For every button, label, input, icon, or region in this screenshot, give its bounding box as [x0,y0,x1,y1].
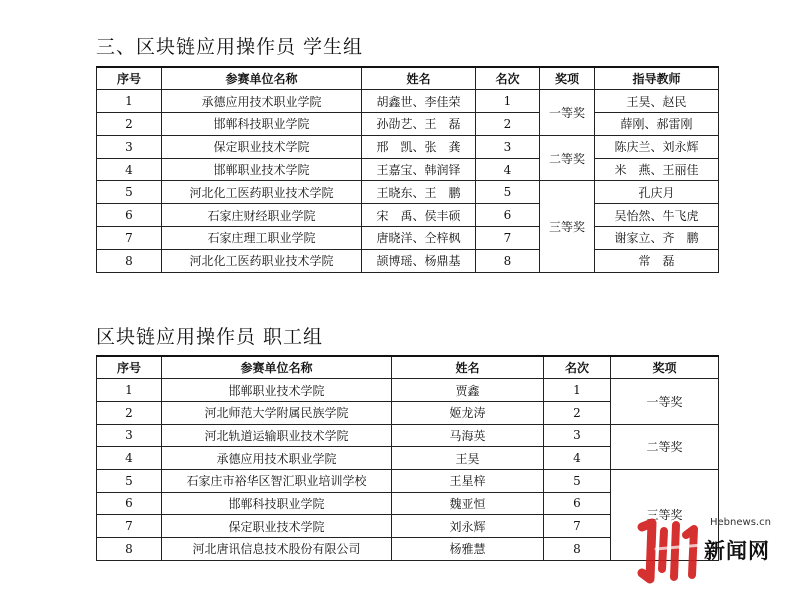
table-header-row [97,67,719,90]
header-org: 参赛单位名称 [162,67,362,90]
hebei-logo-icon [632,509,712,589]
table-row [97,135,719,158]
header-no: 序号 [97,67,162,90]
cell-name: 宋 禹、侯丰硕 [362,204,476,227]
watermark-name: 新闻网 [704,539,770,563]
cell-no: 8 [97,538,162,561]
cell-rank: 7 [544,515,611,538]
header-name: 姓名 [362,67,476,90]
cell-rank: 1 [476,90,540,113]
cell-org: 邯郸科技职业学院 [162,492,392,515]
cell-org: 保定职业技术学院 [162,135,362,158]
cell-no: 7 [97,515,162,538]
cell-org: 邯郸科技职业学院 [162,113,362,136]
cell-no: 8 [97,249,162,272]
cell-name: 颉博瑶、杨鼎基 [362,249,476,272]
header-award: 奖项 [611,356,719,379]
cell-award: 三等奖 [611,469,719,560]
cell-rank: 6 [544,492,611,515]
cell-name: 刘永辉 [392,515,544,538]
cell-teacher: 吴怡然、牛飞虎 [595,204,719,227]
table-row [97,158,719,181]
cell-name: 王昊 [392,447,544,470]
cell-org: 河北唐讯信息技术股份有限公司 [162,538,392,561]
cell-rank: 5 [544,469,611,492]
cell-award: 一等奖 [540,90,595,136]
cell-no: 4 [97,447,162,470]
cell-name: 王嘉宝、韩润铎 [362,158,476,181]
cell-org: 邯郸职业技术学院 [162,379,392,402]
hebnews-watermark [608,505,798,591]
cell-name: 贾鑫 [392,379,544,402]
cell-org: 承德应用技术职业学院 [162,447,392,470]
cell-rank: 4 [476,158,540,181]
cell-name: 魏亚恒 [392,492,544,515]
cell-rank: 5 [476,181,540,204]
cell-name: 王晓东、王 鹏 [362,181,476,204]
cell-rank: 8 [476,249,540,272]
cell-teacher: 陈庆兰、刘永辉 [595,135,719,158]
cell-org: 石家庄财经职业学院 [162,204,362,227]
cell-no: 7 [97,227,162,250]
cell-no: 5 [97,181,162,204]
cell-teacher: 孔庆月 [595,181,719,204]
cell-name: 王星梓 [392,469,544,492]
table-row [97,227,719,250]
cell-org: 承德应用技术职业学院 [162,90,362,113]
cell-rank: 3 [544,424,611,447]
student-results-table [96,66,719,273]
cell-rank: 4 [544,447,611,470]
cell-rank: 1 [544,379,611,402]
watermark-site: Hebnews.cn [710,517,771,528]
cell-award: 二等奖 [611,424,719,469]
table-row [97,469,719,492]
cell-org: 邯郸职业技术学院 [162,158,362,181]
header-rank: 名次 [476,67,540,90]
section1-title: 三、区块链应用操作员 学生组 [96,36,364,58]
cell-org: 河北化工医药职业技术学院 [162,249,362,272]
table-header-row [97,356,719,379]
cell-no: 1 [97,90,162,113]
header-teacher: 指导教师 [595,67,719,90]
cell-rank: 6 [476,204,540,227]
cell-teacher: 谢家立、齐 鹏 [595,227,719,250]
table-row [97,249,719,272]
header-rank: 名次 [544,356,611,379]
cell-award: 三等奖 [540,181,595,272]
header-award: 奖项 [540,67,595,90]
table-row [97,90,719,113]
cell-no: 2 [97,113,162,136]
cell-org: 石家庄市裕华区智汇职业培训学校 [162,469,392,492]
cell-name: 胡鑫世、李佳荣 [362,90,476,113]
cell-rank: 3 [476,135,540,158]
cell-org: 保定职业技术学院 [162,515,392,538]
cell-name: 马海英 [392,424,544,447]
table-row [97,113,719,136]
cell-teacher: 米 燕、王丽佳 [595,158,719,181]
cell-rank: 8 [544,538,611,561]
header-org: 参赛单位名称 [162,356,392,379]
cell-name: 唐晓洋、仝梓枫 [362,227,476,250]
cell-rank: 7 [476,227,540,250]
cell-org: 石家庄理工职业学院 [162,227,362,250]
cell-org: 河北师范大学附属民族学院 [162,401,392,424]
table-row [97,204,719,227]
cell-name: 杨雅慧 [392,538,544,561]
cell-award: 二等奖 [540,135,595,181]
table-row [97,424,719,447]
cell-teacher: 常 磊 [595,249,719,272]
header-no: 序号 [97,356,162,379]
cell-award: 一等奖 [611,379,719,424]
table-row [97,379,719,402]
section2-title: 区块链应用操作员 职工组 [96,326,324,348]
cell-no: 3 [97,424,162,447]
cell-rank: 2 [476,113,540,136]
cell-no: 1 [97,379,162,402]
cell-no: 2 [97,401,162,424]
cell-no: 6 [97,492,162,515]
cell-teacher: 王昊、赵民 [595,90,719,113]
cell-name: 孙劭艺、王 磊 [362,113,476,136]
cell-org: 河北轨道运输职业技术学院 [162,424,392,447]
cell-rank: 2 [544,401,611,424]
cell-name: 邢 凯、张 龚 [362,135,476,158]
table-row [97,181,719,204]
cell-no: 4 [97,158,162,181]
cell-name: 姬龙涛 [392,401,544,424]
cell-no: 5 [97,469,162,492]
cell-no: 6 [97,204,162,227]
cell-teacher: 薛刚、郝雷刚 [595,113,719,136]
cell-no: 3 [97,135,162,158]
cell-org: 河北化工医药职业技术学院 [162,181,362,204]
header-name: 姓名 [392,356,544,379]
